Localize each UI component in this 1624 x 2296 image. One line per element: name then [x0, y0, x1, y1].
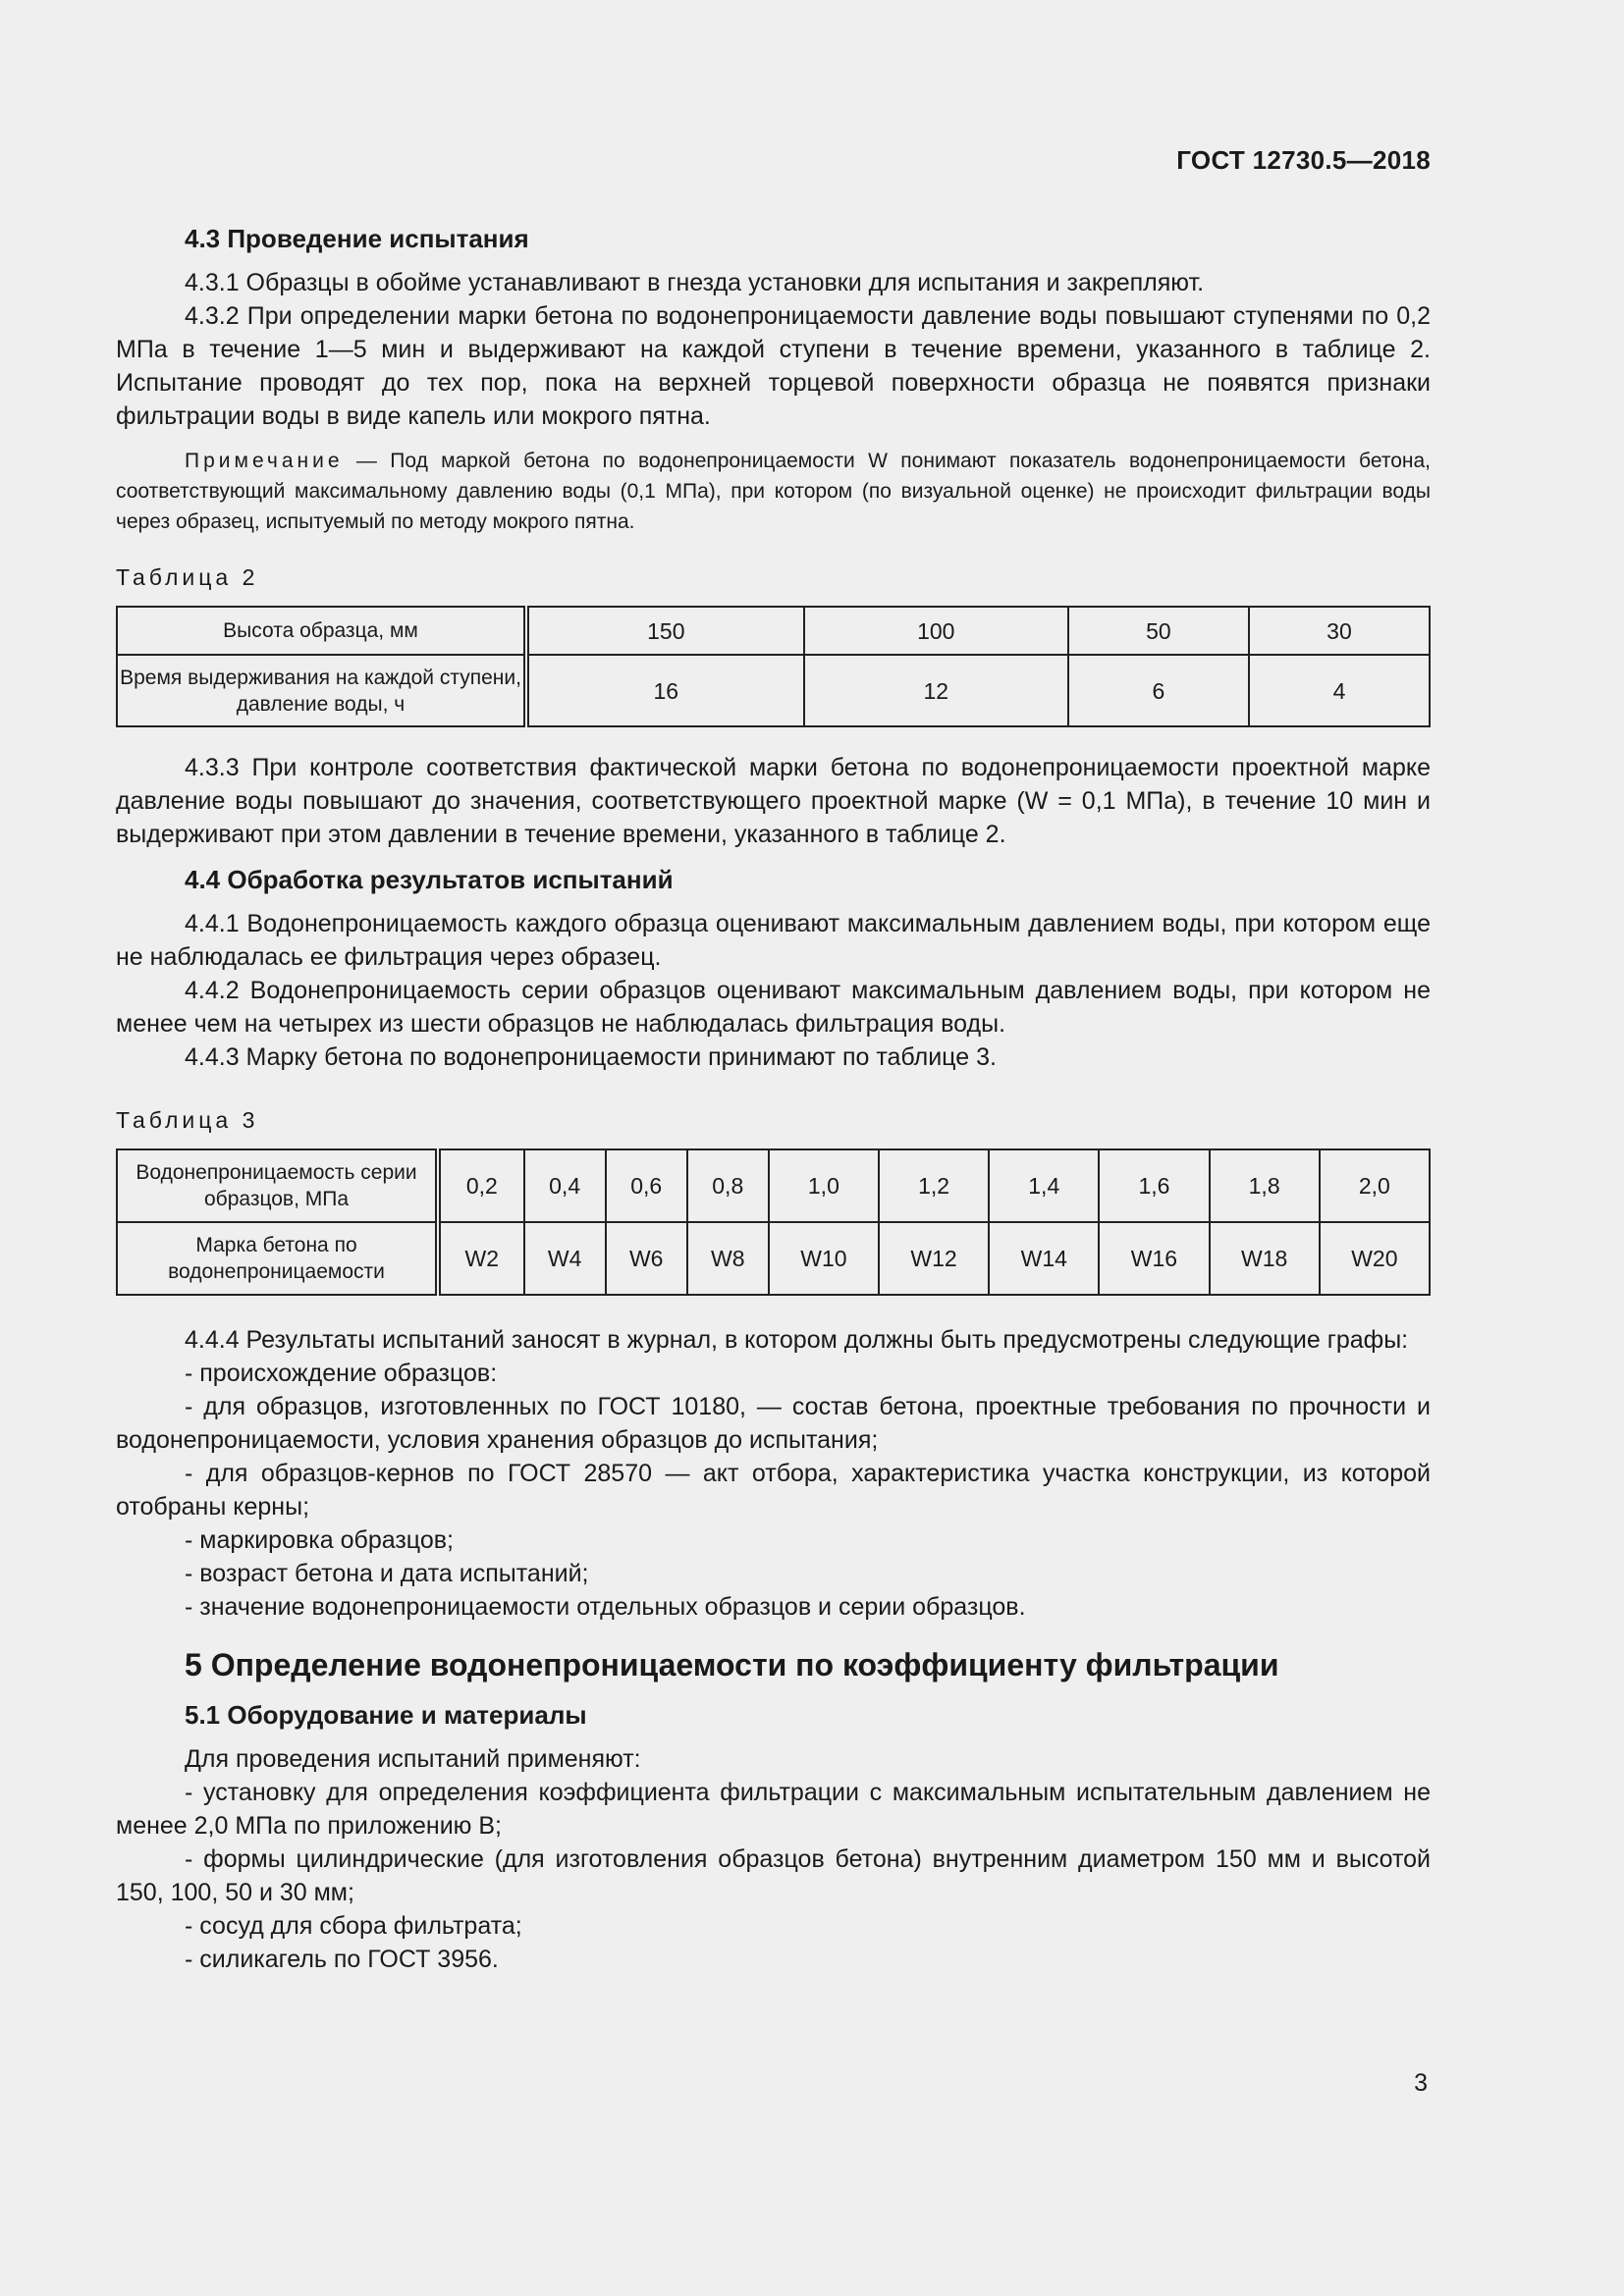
table-cell: 50	[1068, 607, 1249, 655]
section-4-3-title: 4.3 Проведение испытания	[185, 224, 529, 253]
table-row	[117, 1149, 1430, 1222]
paragraph-4-4-3: 4.4.3 Марку бетона по водонепроницаемости принимают по таблице 3.	[185, 1043, 997, 1071]
table-cell: W8	[687, 1222, 769, 1295]
table-cell: W6	[606, 1222, 687, 1295]
note-label: Примечание	[185, 450, 344, 472]
table-cell: 1,0	[769, 1149, 879, 1222]
table-cell: 0,2	[438, 1149, 524, 1222]
table-row	[117, 655, 1430, 726]
paragraph-4-3-2: 4.3.2 При определении марки бетона по водонепроницаемости давление воды повышают ступенями по 0,2 МПа в течение 1—5 мин и выдерживают на каждой ступени в течение времени, указанного в таблице 2. Испытание проводят до тех пор, пока на верхней торцевой поверхности образца не появятся признаки фильтрации воды в виде капель или мокрого пятна.	[116, 302, 1431, 430]
section-5-1-title: 5.1 Оборудование и материалы	[185, 1700, 587, 1730]
section-4-4-title: 4.4 Обработка результатов испытаний	[185, 865, 674, 894]
table-3-row1-label: Водонепроницаемость серии образцов, МПа	[117, 1149, 438, 1222]
table-cell: 2,0	[1320, 1149, 1430, 1222]
table-2	[116, 606, 1431, 727]
table-cell: 16	[526, 655, 804, 726]
list-item: - значение водонепроницаемости отдельных образцов и серии образцов.	[185, 1593, 1026, 1621]
table-cell: W16	[1099, 1222, 1209, 1295]
table-cell: 0,4	[524, 1149, 606, 1222]
table-cell: 0,6	[606, 1149, 687, 1222]
table-cell: 1,2	[879, 1149, 989, 1222]
table-cell: 4	[1249, 655, 1430, 726]
table-cell: 0,8	[687, 1149, 769, 1222]
paragraph-4-3-3: 4.3.3 При контроле соответствия фактической марки бетона по водонепроницаемости проектной марке давление воды повышают до значения, соответствующего проектной марке (W = 0,1 МПа), в течение 10 мин и выдерживают при этом давлении в течение времени, указанного в таблице 2.	[116, 754, 1431, 848]
table-cell: 150	[526, 607, 804, 655]
list-item: - для образцов-кернов по ГОСТ 28570 — акт отбора, характеристика участка конструкции, из которой отобраны керны;	[116, 1460, 1431, 1521]
table-cell: 1,6	[1099, 1149, 1209, 1222]
table-cell: W10	[769, 1222, 879, 1295]
list-item: - сосуд для сбора фильтрата;	[185, 1912, 522, 1940]
table-2-row2-label: Время выдерживания на каждой ступени, давление воды, ч	[117, 655, 526, 726]
list-item: - происхождение образцов:	[185, 1360, 498, 1387]
table-cell: W4	[524, 1222, 606, 1295]
paragraph-4-4-4: 4.4.4 Результаты испытаний заносят в журнал, в котором должны быть предусмотрены следующие графы:	[185, 1326, 1409, 1354]
list-item: - формы цилиндрические (для изготовления образцов бетона) внутренним диаметром 150 мм и высотой 150, 100, 50 и 30 мм;	[116, 1845, 1431, 1906]
list-item: - силикагель по ГОСТ 3956.	[185, 1946, 499, 1973]
list-item: - маркировка образцов;	[185, 1526, 454, 1554]
table-2-row1-label: Высота образца, мм	[117, 607, 526, 655]
table-cell: 6	[1068, 655, 1249, 726]
section-5-title: 5 Определение водонепроницаемости по коэффициенту фильтрации	[185, 1647, 1279, 1682]
list-item: - для образцов, изготовленных по ГОСТ 10180, — состав бетона, проектные требования по прочности и водонепроницаемости, условия хранения образцов до испытания;	[116, 1393, 1431, 1454]
table-cell: W2	[438, 1222, 524, 1295]
table-cell: 1,4	[989, 1149, 1099, 1222]
table-3-caption: Таблица 3	[116, 1107, 259, 1133]
paragraph-4-4-2: 4.4.2 Водонепроницаемость серии образцов оценивают максимальным давлением воды, при котором не менее чем на четырех из шести образцов не наблюдалась фильтрация воды.	[116, 977, 1431, 1038]
table-row	[117, 1222, 1430, 1295]
table-cell: W12	[879, 1222, 989, 1295]
paragraph-4-4-1: 4.4.1 Водонепроницаемость каждого образца оценивают максимальным давлением воды, при котором еще не наблюдалась ее фильтрация через образец.	[116, 910, 1431, 971]
table-2-caption: Таблица 2	[116, 564, 259, 590]
table-cell: W20	[1320, 1222, 1430, 1295]
page-number: 3	[1414, 2069, 1428, 2097]
table-3	[116, 1148, 1431, 1296]
paragraph-4-3-1: 4.3.1 Образцы в обойме устанавливают в гнезда установки для испытания и закрепляют.	[185, 269, 1205, 296]
list-item: - установку для определения коэффициента фильтрации с максимальным испытательным давлением не менее 2,0 МПа по приложению В;	[116, 1779, 1431, 1840]
table-cell: 30	[1249, 607, 1430, 655]
table-cell: 100	[804, 607, 1068, 655]
note-text: — Под маркой бетона по водонепроницаемости W понимают показатель водонепроницаемости бетона, соответствующий максимальному давлению воды (0,1 МПа), при котором (по визуальной оценке) не происходит фильтрации воды через образец, испытуемый по методу мокрого пятна.	[116, 450, 1431, 533]
note	[116, 446, 1431, 537]
page-content	[116, 222, 1431, 1976]
list-item: - возраст бетона и дата испытаний;	[185, 1560, 589, 1587]
table-3-row2-label: Марка бетона по водонепроницаемости	[117, 1222, 438, 1295]
table-cell: 1,8	[1210, 1149, 1320, 1222]
document-id: ГОСТ 12730.5—2018	[1176, 145, 1431, 175]
paragraph-5-1-intro: Для проведения испытаний применяют:	[185, 1745, 641, 1773]
table-cell: W18	[1210, 1222, 1320, 1295]
table-cell: 12	[804, 655, 1068, 726]
table-row	[117, 607, 1430, 655]
table-cell: W14	[989, 1222, 1099, 1295]
